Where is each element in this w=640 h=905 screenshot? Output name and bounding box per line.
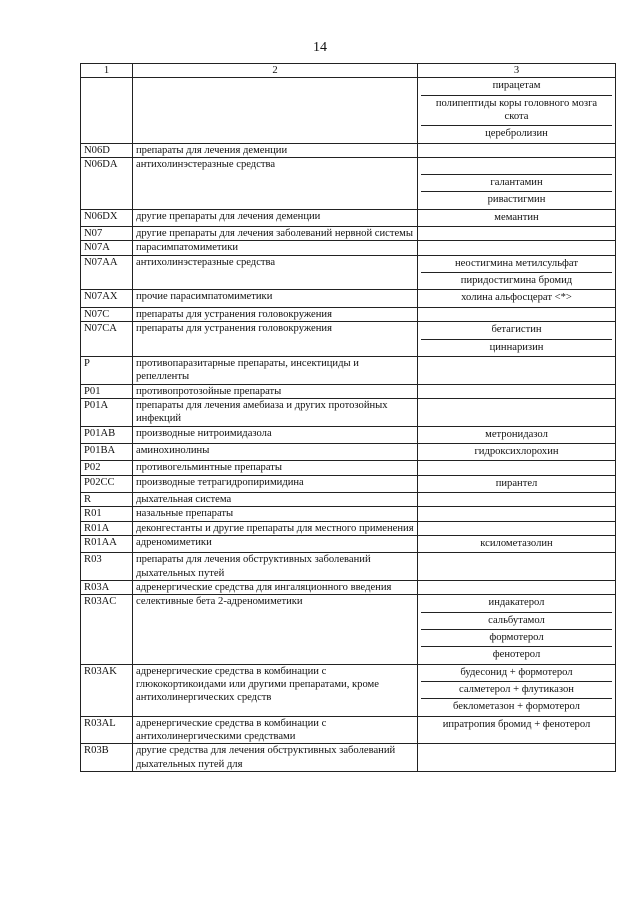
table-row — [81, 744, 616, 772]
table-row — [81, 426, 616, 443]
atc-code-cell: P01AB — [81, 426, 133, 443]
drug-names-cell — [418, 322, 616, 357]
description-cell: другие препараты для лечения заболеваний нервной системы — [133, 227, 418, 241]
atc-code-cell: P01 — [81, 384, 133, 398]
drug-name: беклометазон + формотерол — [421, 698, 612, 715]
atc-code-cell: R03AK — [81, 664, 133, 716]
description-cell: аминохинолины — [133, 443, 418, 460]
description-cell: противогельминтные препараты — [133, 461, 418, 475]
table-row — [81, 356, 616, 384]
drug-names-cell — [418, 581, 616, 595]
table-row — [81, 158, 616, 210]
description-cell: препараты для устранения головокружения — [133, 322, 418, 357]
table-row — [81, 209, 616, 226]
atc-code-cell: R01A — [81, 521, 133, 535]
drug-names-cell — [418, 384, 616, 398]
atc-code-cell: R03 — [81, 553, 133, 581]
drug-names-cell — [418, 255, 616, 290]
drug-name: метронидазол — [485, 428, 548, 440]
atc-code-cell: N06DA — [81, 158, 133, 210]
table-row — [81, 322, 616, 357]
drug-names-cell — [418, 443, 616, 460]
table-row — [81, 664, 616, 716]
column-header-code: 1 — [81, 64, 133, 78]
atc-code-cell: R01AA — [81, 535, 133, 552]
drug-names-cell — [418, 664, 616, 716]
table-row — [81, 521, 616, 535]
table-row — [81, 507, 616, 521]
description-cell: препараты для лечения деменции — [133, 143, 418, 157]
atc-code-cell: N06D — [81, 143, 133, 157]
atc-code-cell: R03AC — [81, 595, 133, 664]
description-cell: препараты для устранения головокружения — [133, 307, 418, 321]
drug-name: будесонид + формотерол — [460, 666, 573, 678]
drug-name: пиридостигмина бромид — [421, 272, 612, 289]
description-cell: препараты для лечения амебиаза и других протозойных инфекций — [133, 398, 418, 426]
description-cell: парасимпатомиметики — [133, 241, 418, 255]
drug-name: фенотерол — [421, 646, 612, 663]
table-row — [81, 716, 616, 744]
drug-names-cell — [418, 398, 616, 426]
table-row — [81, 307, 616, 321]
drug-names-cell — [418, 143, 616, 157]
atc-code-cell: P — [81, 356, 133, 384]
description-cell: производные тетрагидропиримидина — [133, 475, 418, 492]
atc-code-cell: N07A — [81, 241, 133, 255]
description-cell: другие препараты для лечения деменции — [133, 209, 418, 226]
drug-names-cell — [418, 535, 616, 552]
drug-name: гидроксихлорохин — [474, 445, 559, 457]
atc-code-cell: P02CC — [81, 475, 133, 492]
drug-names-cell — [418, 158, 616, 210]
drug-name: галантамин — [421, 174, 612, 191]
drug-names-cell — [418, 356, 616, 384]
drug-names-cell — [418, 461, 616, 475]
drug-name: бетагистин — [491, 324, 542, 336]
drug-name: ривастигмин — [421, 191, 612, 208]
column-header-drugs: 3 — [418, 64, 616, 78]
atc-code-cell: R — [81, 492, 133, 506]
atc-code-cell: R03AL — [81, 716, 133, 744]
description-cell: противопротозойные препараты — [133, 384, 418, 398]
table-row — [81, 581, 616, 595]
description-cell: антихолинэстеразные средства — [133, 158, 418, 210]
description-cell: адренергические средства в комбинации с глюкокортикоидами или другими препаратами, кроме антихолинергических средств — [133, 664, 418, 716]
drug-names-cell — [418, 507, 616, 521]
description-cell: адренергические средства для ингаляционного введения — [133, 581, 418, 595]
drug-name: неостигмина метилсульфат — [455, 257, 578, 269]
atc-code-cell: P02 — [81, 461, 133, 475]
description-cell: деконгестанты и другие препараты для местного применения — [133, 521, 418, 535]
atc-code-cell: R01 — [81, 507, 133, 521]
description-cell: адреномиметики — [133, 535, 418, 552]
drug-name: полипептиды коры головного мозга скота — [421, 95, 612, 126]
atc-code-cell: N06DX — [81, 209, 133, 226]
atc-code-cell: R03A — [81, 581, 133, 595]
description-cell: препараты для лечения обструктивных заболеваний дыхательных путей — [133, 553, 418, 581]
table-row — [81, 443, 616, 460]
atc-code-cell: N07AX — [81, 290, 133, 307]
atc-code-cell: P01A — [81, 398, 133, 426]
description-cell: прочие парасимпатомиметики — [133, 290, 418, 307]
drug-names-cell — [418, 553, 616, 581]
description-cell: селективные бета 2-адреномиметики — [133, 595, 418, 664]
drug-names-cell — [418, 209, 616, 226]
atc-code-cell: N07 — [81, 227, 133, 241]
drug-names-cell — [418, 521, 616, 535]
drug-name: ипратропия бромид + фенотерол — [442, 718, 591, 730]
atc-code-cell — [81, 78, 133, 143]
table-row — [81, 290, 616, 307]
description-cell: антихолинэстеразные средства — [133, 255, 418, 290]
table-row — [81, 384, 616, 398]
table-row — [81, 535, 616, 552]
table-row — [81, 78, 616, 143]
description-cell: противопаразитарные препараты, инсектициды и репелленты — [133, 356, 418, 384]
description-cell: назальные препараты — [133, 507, 418, 521]
drug-names-cell — [418, 595, 616, 664]
table-row — [81, 492, 616, 506]
drug-name: пирацетам — [492, 80, 541, 92]
atc-code-cell: R03B — [81, 744, 133, 772]
drug-name: холина альфосцерат <*> — [461, 292, 572, 304]
drug-name: формотерол — [421, 629, 612, 646]
drug-classification-table — [80, 63, 616, 772]
drug-names-cell — [418, 492, 616, 506]
description-cell: адренергические средства в комбинации с антихолинергическими средствами — [133, 716, 418, 744]
drug-names-cell — [418, 78, 616, 143]
column-header-description: 2 — [133, 64, 418, 78]
drug-name: церебролизин — [421, 125, 612, 142]
drug-names-cell — [418, 227, 616, 241]
drug-name — [421, 158, 612, 174]
drug-names-cell — [418, 426, 616, 443]
table-row — [81, 398, 616, 426]
drug-names-cell — [418, 716, 616, 744]
drug-names-cell — [418, 744, 616, 772]
drug-name: циннаризин — [421, 339, 612, 356]
table-row — [81, 553, 616, 581]
drug-name: салметерол + флутиказон — [421, 681, 612, 698]
description-cell: дыхательная система — [133, 492, 418, 506]
table-header-row — [81, 64, 616, 78]
table-row — [81, 461, 616, 475]
table-row — [81, 241, 616, 255]
table-row — [81, 595, 616, 664]
atc-code-cell: N07C — [81, 307, 133, 321]
drug-name: пирантел — [495, 477, 538, 489]
table-row — [81, 143, 616, 157]
drug-names-cell — [418, 241, 616, 255]
page-number: 14 — [313, 40, 327, 55]
drug-name: индакатерол — [488, 597, 545, 609]
drug-names-cell — [418, 307, 616, 321]
description-cell: производные нитроимидазола — [133, 426, 418, 443]
drug-name: ксилометазолин — [480, 537, 553, 549]
table-row — [81, 227, 616, 241]
drug-names-cell — [418, 475, 616, 492]
drug-name: мемантин — [494, 211, 539, 223]
atc-code-cell: P01BA — [81, 443, 133, 460]
table-row — [81, 255, 616, 290]
table-body — [81, 78, 616, 772]
drug-name: сальбутамол — [421, 612, 612, 629]
description-cell: другие средства для лечения обструктивных заболеваний дыхательных путей для — [133, 744, 418, 772]
atc-code-cell: N07CA — [81, 322, 133, 357]
atc-code-cell: N07AA — [81, 255, 133, 290]
drug-names-cell — [418, 290, 616, 307]
description-cell — [133, 78, 418, 143]
table-row — [81, 475, 616, 492]
